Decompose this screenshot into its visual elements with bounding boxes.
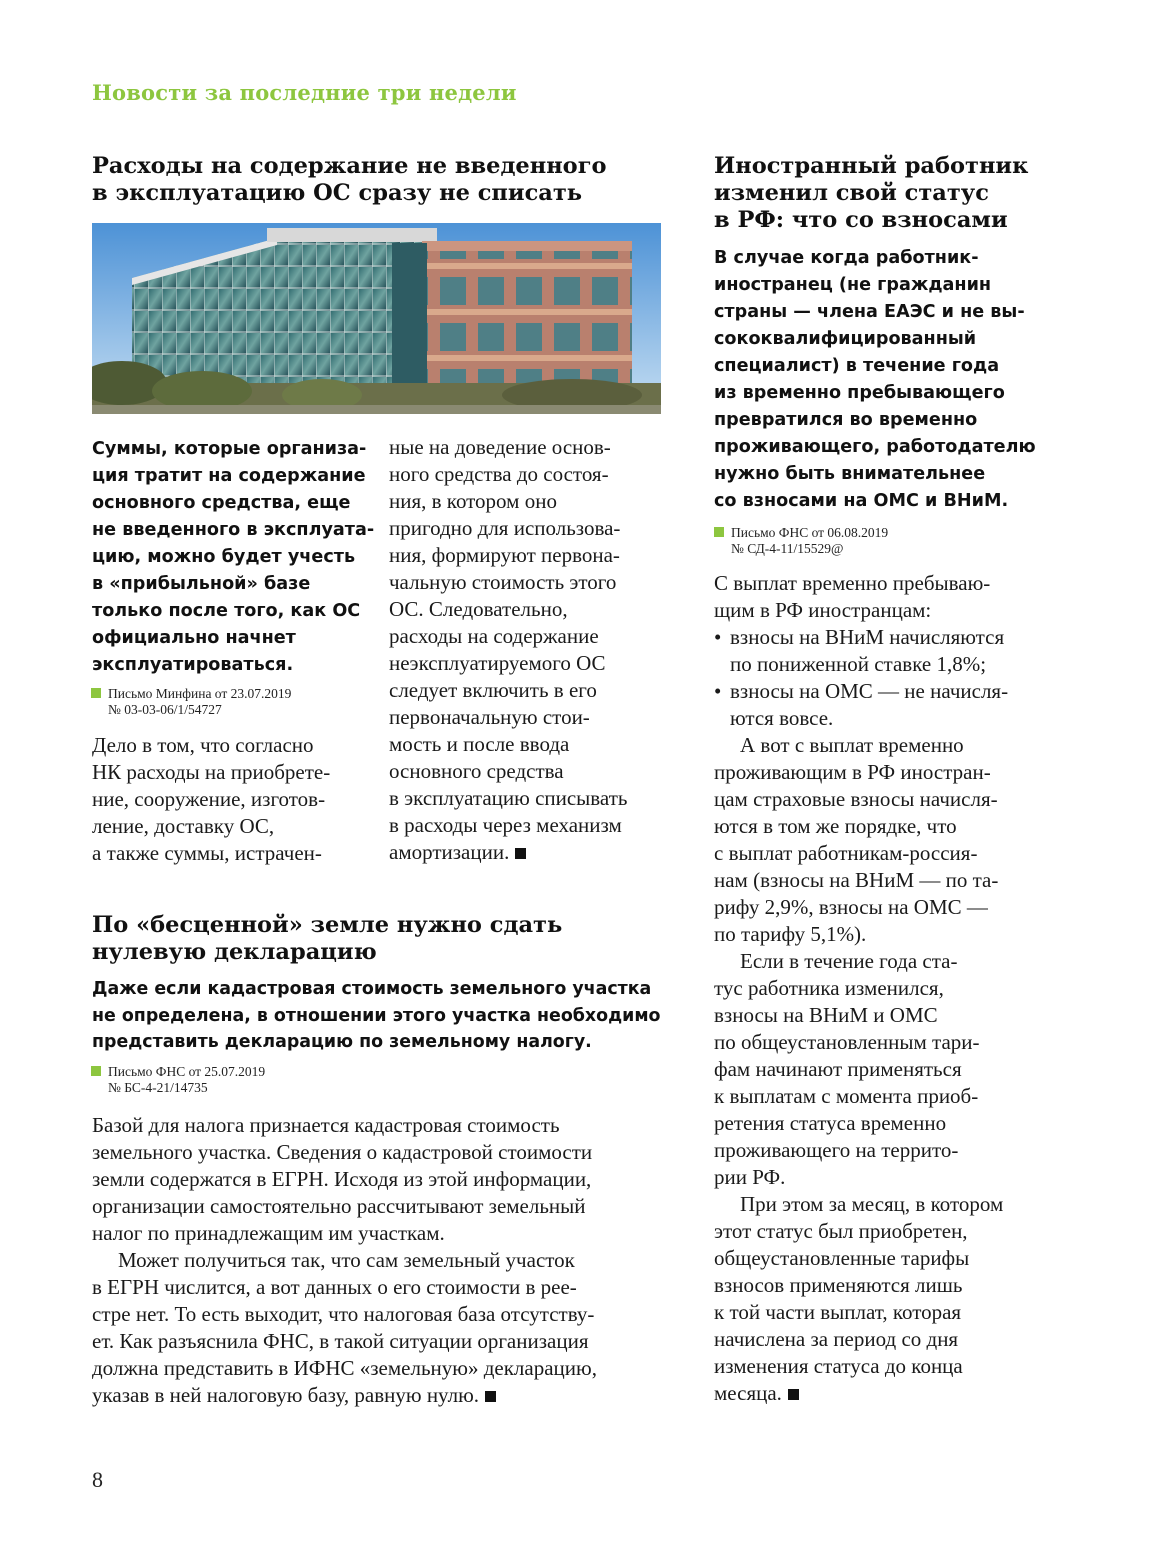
body-line: этот статус был приобретен, [714,1219,968,1243]
body-line: расходы на содержание [389,624,599,648]
body-line: С выплат временно пребываю- [714,571,991,595]
body-line: должна представить в ИФНС «земельную» декларацию, [92,1356,597,1380]
article3-lead-line: превратился во временно [714,410,978,430]
body-line: к той части выплат, которая [714,1300,962,1324]
body-line: а также суммы, истрачен- [92,841,322,865]
body-line: взносы на ВНиМ и ОМС [714,1003,938,1027]
article2-body [92,1112,682,1409]
body-line: к выплатам с момента приоб- [714,1084,979,1108]
body-line: цам страховые взносы начисля- [714,787,998,811]
article3-title-line3: в РФ: что со взносами [714,207,1008,233]
article3-title-line2: изменил свой статус [714,180,989,206]
green-square-icon [91,1066,101,1076]
body-line: ются вовсе. [730,706,834,730]
article3-body [714,570,1074,1407]
article1-lead-line: основного средства, еще [92,493,351,513]
body-line: ния, в котором оно [389,489,557,513]
body-line: пригодно для использова- [389,516,621,540]
body-line: рифу 2,9%, взносы на ОМС — [714,895,988,919]
body-line: начислена за период со дня [714,1327,959,1351]
body-line: Если в течение года ста- [740,949,958,973]
article3-lead-line: проживающего, работодателю [714,437,1036,457]
article1-ref-line2: № 03-03-06/1/54727 [108,702,222,717]
article1-body-right [389,434,674,866]
end-mark-icon [485,1391,496,1402]
body-line-text: указав в ней налоговую базу, равную нулю. [92,1383,480,1407]
article3-ref-line1: Письмо ФНС от 06.08.2019 [731,525,889,540]
body-line: фам начинают применяться [714,1057,962,1081]
body-line: ные на доведение основ- [389,435,611,459]
end-mark-icon [788,1389,799,1400]
body-line: ния, формируют первона- [389,543,620,567]
article3-title [714,153,1074,234]
page-number: 8 [92,1467,103,1492]
article1-lead-line: в «прибыльной» базе [92,574,311,594]
body-line: по общеустановленным тари- [714,1030,980,1054]
body-line: Может получиться так, что сам земельный участок [118,1248,575,1272]
article2-reference [108,1064,378,1096]
body-line: основного средства [389,759,564,783]
body-line: проживающим в РФ иностран- [714,760,991,784]
article3-lead-line: нужно быть внимательнее [714,464,986,484]
article1-lead-line: официально начнет [92,628,296,648]
body-line: организации самостоятельно рассчитывают земельный [92,1194,586,1218]
body-line: с выплат работникам-россия- [714,841,978,865]
body-line: ются в том же порядке, что [714,814,957,838]
building-photo [92,223,661,414]
body-line: рии РФ. [714,1165,786,1189]
section-label: Новости за последние три недели [92,80,517,105]
body-line [714,1380,1074,1407]
article3-lead-line: из временно пребывающего [714,383,1005,403]
body-line-text: амортизации. [389,840,510,864]
body-line: проживающего на террито- [714,1138,959,1162]
article3-bullet-list [714,624,1074,732]
body-line: чальную стоимость этого [389,570,617,594]
body-line: в расходы через механизм [389,813,622,837]
body-line [389,839,674,866]
article1-lead [92,436,382,679]
body-line: НК расходы на приобрете- [92,760,331,784]
body-line: тус работника изменился, [714,976,944,1000]
body-line: по пониженной ставке 1,8%; [730,652,987,676]
article3-lead-line: специалист) в течение года [714,356,1000,376]
article1-body-left [92,732,382,867]
body-line: земельного участка. Сведения о кадастровой стоимости [92,1140,593,1164]
body-line: неэксплуатируемого ОС [389,651,606,675]
article3-title-line1: Иностранный работник [714,153,1029,179]
article2-lead-line: представить декларацию по земельному налогу. [92,1032,592,1052]
body-line [92,1382,682,1409]
article3-lead-line: сококвалифицированный [714,329,977,349]
body-line: • взносы на ОМС — не начисля- [730,679,1009,703]
body-line: в ЕГРН числится, а вот данных о его стоимости в рее- [92,1275,577,1299]
article1-lead-line: эксплуатироваться. [92,655,294,675]
body-line: взносов применяются лишь [714,1273,963,1297]
article1-lead-line: не введенного в эксплуата- [92,520,375,540]
article3-lead [714,245,1074,515]
body-line: щим в РФ иностранцам: [714,598,932,622]
article1-lead-line: ция тратит на содержание [92,466,366,486]
body-line: • взносы на ВНиМ начисляются [730,625,1005,649]
article3-reference [731,525,1031,557]
body-line: ного средства до состоя- [389,462,609,486]
body-line: первоначальную стои- [389,705,590,729]
article2-ref-line2: № БС-4-21/14735 [108,1080,208,1095]
green-square-icon [91,688,101,698]
body-line: следует включить в его [389,678,597,702]
article2-title-line2: нулевую декларацию [92,939,377,965]
article1-lead-line: только после того, как ОС [92,601,361,621]
article3-ref-line2: № СД-4-11/15529@ [731,541,844,556]
article2-lead-line: Даже если кадастровая стоимость земельного участка [92,979,652,999]
article1-lead-line: Суммы, которые организа- [92,439,367,459]
article2-title-line1: По «бесценной» земле нужно сдать [92,912,563,938]
list-item [714,624,1074,678]
body-line: земли содержатся в ЕГРН. Исходя из этой информации, [92,1167,592,1191]
article3-lead-line: В случае когда работник- [714,248,979,268]
article3-lead-line: страны — члена ЕАЭС и не вы- [714,302,1025,322]
body-line: в эксплуатацию списывать [389,786,628,810]
article1-ref-line1: Письмо Минфина от 23.07.2019 [108,686,292,701]
body-line: стре нет. То есть выходит, что налоговая база отсутству- [92,1302,595,1326]
body-line-text: месяца. [714,1381,782,1405]
body-line: ретения статуса временно [714,1111,947,1135]
body-line: Базой для налога признается кадастровая стоимость [92,1113,560,1137]
end-mark-icon [515,848,526,859]
body-line: ОС. Следовательно, [389,597,568,621]
body-line: изменения статуса до конца [714,1354,963,1378]
article2-lead [92,976,682,1056]
article1-title-line2: в эксплуатацию ОС сразу не списать [92,180,583,206]
body-line: ление, доставку ОС, [92,814,275,838]
body-line: общеустановленные тарифы [714,1246,970,1270]
article1-title [92,153,672,207]
body-line: нам (взносы на ВНиМ — по та- [714,868,999,892]
article3-lead-line: иностранец (не гражданин [714,275,992,295]
body-line: А вот с выплат временно [740,733,964,757]
body-line: Дело в том, что согласно [92,733,314,757]
article2-title [92,912,672,966]
body-line: налог по принадлежащим им участкам. [92,1221,445,1245]
green-square-icon [714,527,724,537]
body-line: ет. Как разъяснила ФНС, в такой ситуации организация [92,1329,589,1353]
article1-lead-line: цию, можно будет учесть [92,547,356,567]
body-line: ние, сооружение, изготов- [92,787,326,811]
body-line: При этом за месяц, в котором [740,1192,1004,1216]
list-item [714,678,1074,732]
article3-lead-line: со взносами на ОМС и ВНиМ. [714,491,1009,511]
article1-reference [108,686,378,718]
article2-ref-line1: Письмо ФНС от 25.07.2019 [108,1064,266,1079]
article2-lead-line: не определена, в отношении этого участка необходимо [92,1005,661,1026]
article1-title-line1: Расходы на содержание не введенного [92,153,607,179]
body-line: по тарифу 5,1%). [714,922,867,946]
body-line: мость и после ввода [389,732,570,756]
